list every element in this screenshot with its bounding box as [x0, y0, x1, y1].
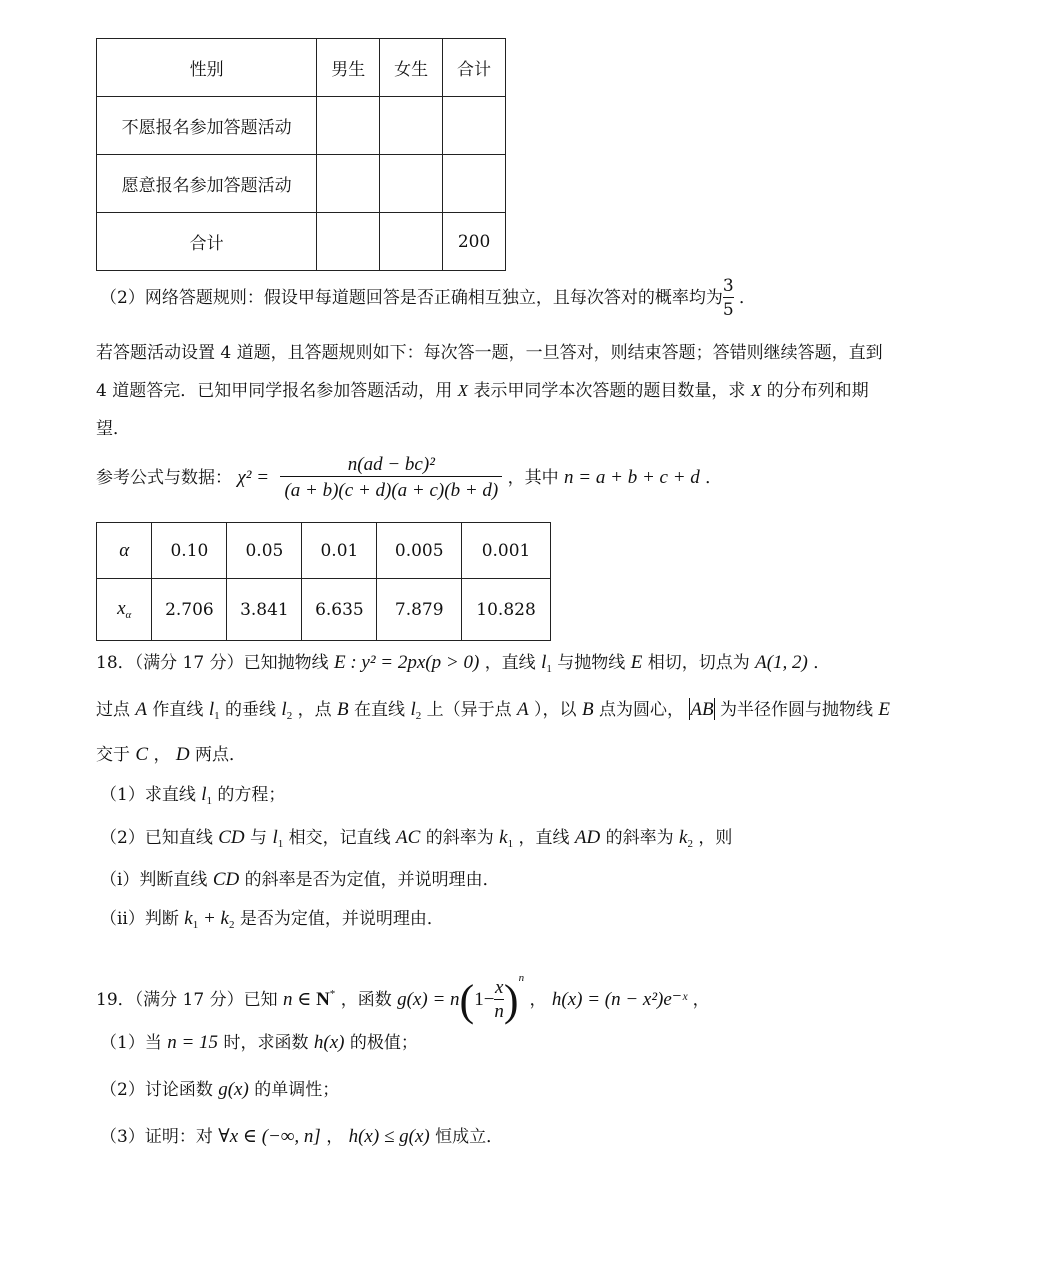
- table1-cell: [380, 213, 443, 271]
- q18-line3: [96, 740, 246, 766]
- table1-cell: [380, 155, 443, 213]
- q19-text: 恒成立．: [435, 1127, 504, 1147]
- table1-cell: [317, 155, 380, 213]
- q18-line2: [96, 695, 890, 722]
- line-l1: $l_1$: [201, 784, 213, 807]
- formula-label: 参考公式与数据：: [96, 468, 232, 488]
- q19-text: ，: [529, 990, 547, 1010]
- q19-line1: [96, 946, 710, 1025]
- critical-value: 6.635: [302, 579, 377, 641]
- alpha-value: 0.005: [377, 523, 462, 579]
- paren-left: (: [459, 976, 475, 1025]
- var-a: A: [135, 699, 148, 720]
- table1-row-label: 不愿报名参加答题活动: [97, 97, 317, 155]
- abs-ab: AB: [690, 699, 714, 720]
- part2-text: 4 道题答完．已知甲同学报名参加答题活动，用: [96, 381, 453, 401]
- slope-k1: $k_1$: [499, 827, 514, 850]
- g-definition-lhs: g(x) = n: [397, 989, 460, 1010]
- q18-text: 相交，记直线: [288, 828, 391, 848]
- q18-text: 的垂线: [225, 700, 277, 720]
- q18-number: 18．（满分 17 分）已知抛物线: [96, 653, 329, 673]
- q19-sub2: [100, 1075, 339, 1101]
- table1-header-female: 女生: [380, 39, 443, 97]
- slope-k2: $k_2$: [679, 827, 693, 850]
- q18-text: ，点: [297, 700, 332, 720]
- chi-square-denominator: (a + b)(c + d)(a + c)(b + d): [280, 476, 502, 503]
- var-b: B: [337, 699, 349, 720]
- x-alpha-label: [97, 579, 152, 641]
- q19-sub1: [100, 1028, 418, 1054]
- q18-text: ，直线: [518, 828, 570, 848]
- var-e: E: [878, 699, 891, 720]
- q18-text: 作直线: [152, 700, 204, 720]
- q19-text: （3）证明：对: [100, 1127, 213, 1147]
- q18-text: （1）求直线: [100, 785, 196, 805]
- line-l1: $l_1$: [272, 827, 284, 850]
- parabola-equation: E : y² = 2px(p > 0): [333, 652, 480, 673]
- part2-line4: 望．: [96, 419, 130, 439]
- q18-text: 是否为定值，并说明理由．: [239, 909, 444, 929]
- table1-cell: [443, 155, 506, 213]
- var-d: D: [175, 744, 190, 765]
- critical-value: 3.841: [227, 579, 302, 641]
- q19-text: 时，求函数: [223, 1033, 309, 1053]
- tangent-point: A(1, 2): [755, 652, 808, 673]
- var-c: C: [135, 744, 149, 765]
- var-e: E: [630, 652, 643, 673]
- q18-text: 点为圆心，: [598, 700, 684, 720]
- x-subscript: α: [125, 609, 132, 621]
- part2-text: （2）网络答题规则：假设甲每道题回答是否正确相互独立，且每次答对的概率均为: [100, 288, 723, 308]
- q18-text: （i）判断直线: [100, 870, 208, 890]
- line-l1: $l_1$: [208, 699, 220, 722]
- table1-cell: [380, 97, 443, 155]
- table1-cell: [317, 213, 380, 271]
- q18-line1: [96, 648, 830, 675]
- exponent-n: n: [518, 972, 525, 984]
- table1-row-label: 合计: [97, 213, 317, 271]
- gender-survey-table: [96, 38, 506, 271]
- g-of-x: g(x): [218, 1079, 249, 1100]
- part2-line3: [96, 376, 869, 401]
- q18-text: 与抛物线: [557, 653, 626, 673]
- paren-right: ): [503, 976, 519, 1025]
- part2-line2: 若答题活动设置 4 道题，且答题规则如下：每次答一题，一旦答对，则结束答题；答错则继续答题，直到: [96, 343, 883, 363]
- chi-square-fraction: [280, 454, 502, 503]
- q18-text: 的斜率为: [425, 828, 494, 848]
- chi-square-numerator: n(ad − bc)²: [347, 454, 435, 475]
- var-a: A: [517, 699, 529, 720]
- q18-text: ．: [813, 653, 831, 673]
- sum-k1-k2: $k_1 + k_2$: [184, 908, 235, 931]
- reference-formula: [96, 448, 722, 508]
- n-value: n = 15: [167, 1032, 219, 1053]
- q18-text: 交于: [96, 745, 130, 765]
- probability-fraction: [723, 275, 734, 322]
- n-condition: n ∈ N*: [282, 988, 336, 1010]
- q18-text: 相切，切点为: [647, 653, 750, 673]
- x-over-n: $\frac{x}{n}$: [494, 977, 504, 1022]
- table1-cell: [443, 97, 506, 155]
- q18-text: 为半径作圆与抛物线: [720, 700, 873, 720]
- q18-text: 的斜率为: [605, 828, 674, 848]
- critical-value: 7.879: [377, 579, 462, 641]
- table1-row-label: 愿意报名参加答题活动: [97, 155, 317, 213]
- q18-text: 与: [250, 828, 268, 848]
- var-x: X: [457, 381, 469, 400]
- x-label: x: [117, 598, 126, 619]
- alpha-value: 0.01: [302, 523, 377, 579]
- part2-text: 的分布列和期: [766, 381, 869, 401]
- chi-square-lhs: χ² =: [237, 467, 270, 488]
- domain-condition: ∀x ∈ (−∞, n]: [218, 1126, 321, 1147]
- formula-text: ．: [705, 468, 723, 488]
- q18-text: 的斜率是否为定值，并说明理由．: [244, 870, 500, 890]
- q18-text: 在直线: [354, 700, 406, 720]
- q18-sub1: [100, 780, 285, 807]
- q19-text: （1）当: [100, 1033, 162, 1053]
- table1-cell-total: 200: [443, 213, 506, 271]
- part2-text: 表示甲同学本次答题的题目数量，求: [473, 381, 746, 401]
- q18-text: （ii）判断: [100, 909, 179, 929]
- q18-text: 过点: [96, 700, 130, 720]
- q18-sub-i: [100, 865, 500, 891]
- q18-text: （2）已知直线: [100, 828, 213, 848]
- q18-sub2: [100, 823, 732, 850]
- q18-text: 的方程；: [217, 785, 286, 805]
- alpha-value: 0.001: [462, 523, 551, 579]
- q18-text: ，则: [698, 828, 733, 848]
- line-l1: $l_1$: [541, 652, 552, 675]
- line-ac: AC: [396, 827, 421, 848]
- q18-text: ，: [153, 745, 171, 765]
- alpha-label: α: [119, 539, 130, 561]
- table1-cell: [317, 97, 380, 155]
- q18-text: 上（异于点: [426, 700, 512, 720]
- h-of-x: h(x): [313, 1032, 345, 1053]
- formula-text: ，其中: [507, 468, 559, 488]
- inequality: h(x) ≤ g(x): [348, 1126, 430, 1147]
- part2-line1: （2）网络答题规则：假设甲每道题回答是否正确相互独立，且每次答对的概率均为 $\frac{3}{5}$ ．: [100, 276, 757, 320]
- var-b: B: [581, 699, 594, 720]
- h-definition: h(x) = (n − x²)e⁻ˣ: [551, 989, 688, 1010]
- fraction-numerator: 3: [722, 276, 734, 296]
- q19-sub3: [100, 1122, 503, 1148]
- line-ad: AD: [574, 827, 601, 848]
- q19-text: ，函数: [340, 990, 392, 1010]
- critical-value: 2.706: [152, 579, 227, 641]
- line-l2: $l_2$: [281, 699, 293, 722]
- q19-number: 19．（满分 17 分）已知: [96, 990, 278, 1010]
- one: 1−: [474, 989, 495, 1010]
- critical-value: 10.828: [462, 579, 551, 641]
- q18-text: 两点．: [195, 745, 247, 765]
- line-cd: CD: [212, 869, 240, 890]
- q19-text: 的极值；: [349, 1033, 418, 1053]
- q19-text: ，: [692, 990, 710, 1010]
- alpha-value: 0.05: [227, 523, 302, 579]
- q19-text: ，: [326, 1127, 344, 1147]
- table1-header-total: 合计: [443, 39, 506, 97]
- q18-sub-ii: [100, 904, 444, 931]
- fraction-denominator: 5: [723, 297, 734, 322]
- alpha-value: 0.10: [152, 523, 227, 579]
- line-cd: CD: [218, 827, 245, 848]
- table1-header-gender: 性别: [97, 39, 317, 97]
- var-x: X: [750, 381, 762, 400]
- q19-text: 的单调性；: [254, 1080, 340, 1100]
- table1-header-male: 男生: [317, 39, 380, 97]
- n-definition: n = a + b + c + d: [564, 467, 700, 488]
- q18-text: ，直线: [484, 653, 536, 673]
- q19-text: （2）讨论函数: [100, 1080, 213, 1100]
- line-l2: $l_2$: [410, 699, 422, 722]
- q18-text: ），以: [534, 700, 577, 720]
- critical-value-table: [96, 522, 551, 641]
